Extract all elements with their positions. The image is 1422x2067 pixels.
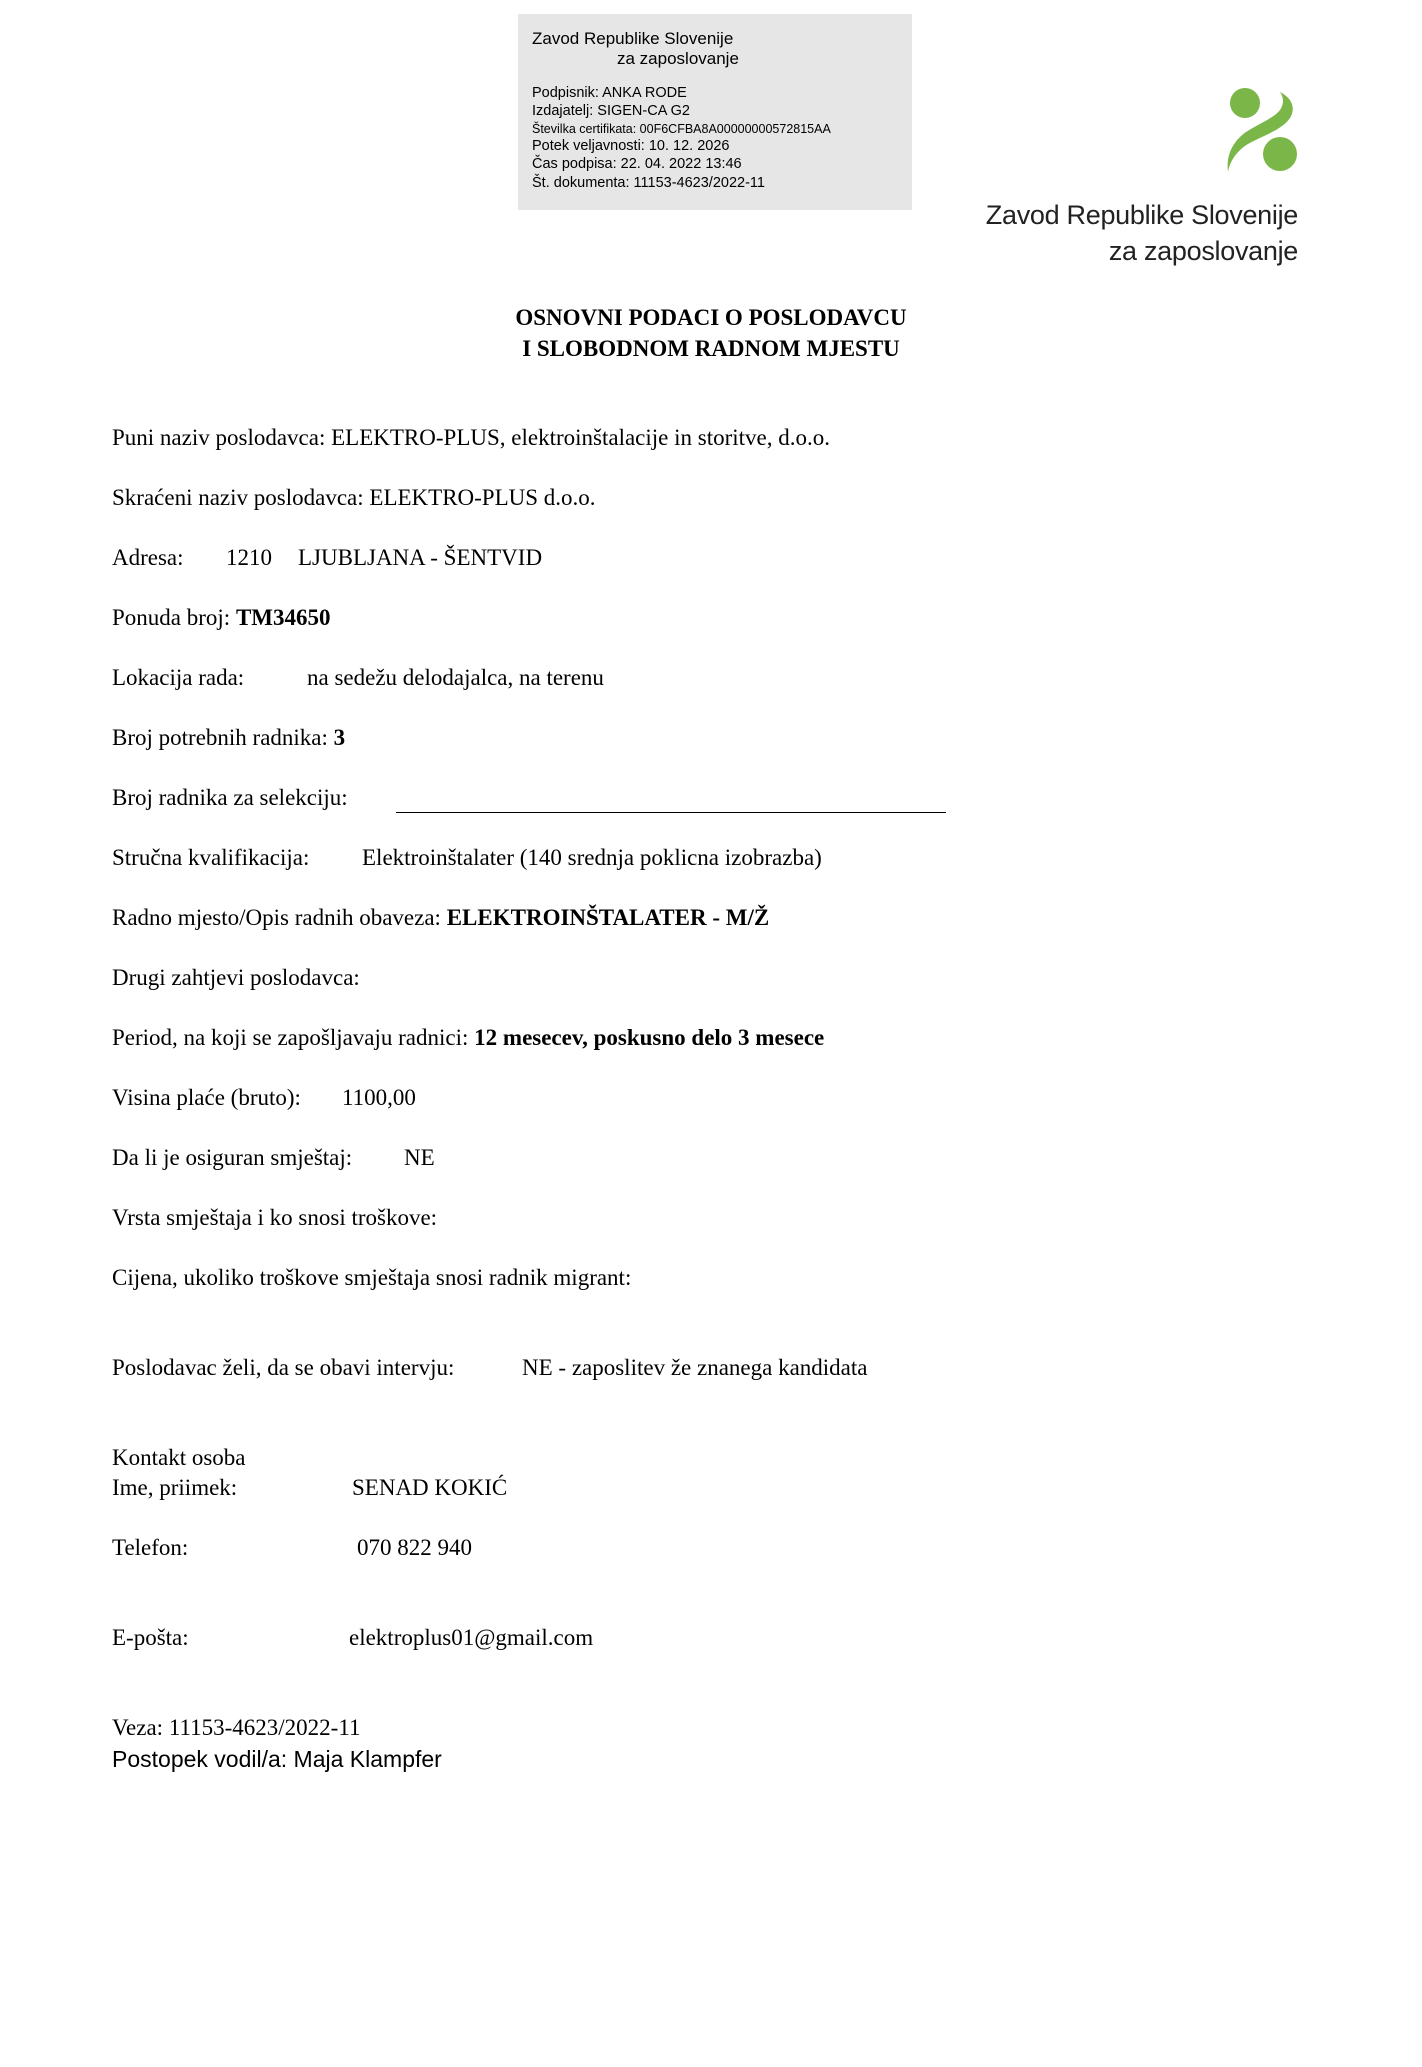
salary-label: Visina plaće (bruto): xyxy=(112,1085,301,1110)
interview-label: Poslodavac želi, da se obavi intervju: xyxy=(112,1355,455,1380)
contact-name-label: Ime, priimek: xyxy=(112,1475,238,1500)
salary-value: 1100,00 xyxy=(342,1085,416,1110)
position-label: Radno mjesto/Opis radnih obaveza: xyxy=(112,905,441,930)
period-label: Period, na koji se zapošljavaju radnici: xyxy=(112,1025,469,1050)
location-value: na sedežu delodajalca, na terenu xyxy=(307,665,604,690)
document-title-line1: OSNOVNI PODACI O POSLODAVCU xyxy=(515,305,907,330)
logo-text-line1: Zavod Republike Slovenije xyxy=(985,200,1298,230)
address-city: LJUBLJANA - ŠENTVID xyxy=(298,545,543,570)
contact-email-label: E-pošta: xyxy=(112,1625,189,1650)
qualification-label: Stručna kvalifikacija: xyxy=(112,845,310,870)
other-requirements-label: Drugi zahtjevi poslodavca: xyxy=(112,965,360,990)
signature-signer: Podpisnik: ANKA RODE xyxy=(532,85,687,101)
address-label: Adresa: xyxy=(112,545,184,570)
offer-label: Ponuda broj: xyxy=(112,605,231,630)
position-row xyxy=(112,905,769,931)
contact-phone-label: Telefon: xyxy=(112,1535,189,1560)
signature-issuer: Izdajatelj: SIGEN-CA G2 xyxy=(532,103,690,119)
period-value: 12 mesecev, poskusno delo 3 mesece xyxy=(474,1025,825,1050)
reference-number: Veza: 11153-4623/2022-11 xyxy=(112,1715,361,1740)
signature-org-line2: za zaposlovanje xyxy=(617,49,739,68)
selection-label: Broj radnika za selekciju: xyxy=(112,785,348,810)
digital-signature-box xyxy=(518,14,912,210)
document-title-line2: I SLOBODNOM RADNOM MJESTU xyxy=(522,336,900,361)
housing-label: Da li je osiguran smještaj: xyxy=(112,1145,353,1170)
full-name-value: ELEKTRO-PLUS, elektroinštalacije in storitve, d.o.o. xyxy=(331,425,830,450)
contact-phone-value: 070 822 940 xyxy=(357,1535,472,1560)
contact-email-value: elektroplus01@gmail.com xyxy=(349,1625,594,1650)
signature-valid-until: Potek veljavnosti: 10. 12. 2026 xyxy=(532,138,730,154)
signature-document-no: Št. dokumenta: 11153-4623/2022-11 xyxy=(532,175,765,191)
short-name-value: ELEKTRO-PLUS d.o.o. xyxy=(369,485,596,510)
qualification-value: Elektroinštalater (140 srednja poklicna izobrazba) xyxy=(362,845,822,870)
offer-number: TM34650 xyxy=(235,605,331,630)
housing-type-label: Vrsta smještaja i ko snosi troškove: xyxy=(112,1205,438,1230)
selection-blank-line xyxy=(396,812,946,813)
workers-needed-label: Broj potrebnih radnika: xyxy=(112,725,328,750)
housing-value: NE xyxy=(404,1145,435,1170)
signature-org-line1: Zavod Republike Slovenije xyxy=(532,29,734,48)
position-value: ELEKTROINŠTALATER - M/Ž xyxy=(446,905,770,930)
full-name-label: Puni naziv poslodavca: xyxy=(112,425,326,450)
zrss-logo-icon xyxy=(1224,86,1302,178)
location-label: Lokacija rada: xyxy=(112,665,245,690)
workers-needed-value: 3 xyxy=(333,725,346,750)
signature-certificate: Številka certifikata: 00F6CFBA8A00000000572815AA xyxy=(532,122,831,136)
period-row xyxy=(112,1025,824,1051)
address-postal-code: 1210 xyxy=(226,545,272,570)
housing-cost-label: Cijena, ukoliko troškove smještaja snosi radnik migrant: xyxy=(112,1265,632,1290)
interview-value: NE - zaposlitev že znanega kandidata xyxy=(522,1355,868,1380)
full-name-row xyxy=(112,425,830,451)
offer-row xyxy=(112,605,331,631)
logo-text-line2: za zaposlovanje xyxy=(1108,236,1298,266)
handled-by: Postopek vodil/a: Maja Klampfer xyxy=(112,1746,442,1772)
signature-signed-at: Čas podpisa: 22. 04. 2022 13:46 xyxy=(532,156,742,172)
contact-name-value: SENAD KOKIĆ xyxy=(352,1475,508,1500)
short-name-row xyxy=(112,485,596,511)
short-name-label: Skraćeni naziv poslodavca: xyxy=(112,485,364,510)
workers-needed-row xyxy=(112,725,345,751)
contact-heading: Kontakt osoba xyxy=(112,1445,246,1470)
